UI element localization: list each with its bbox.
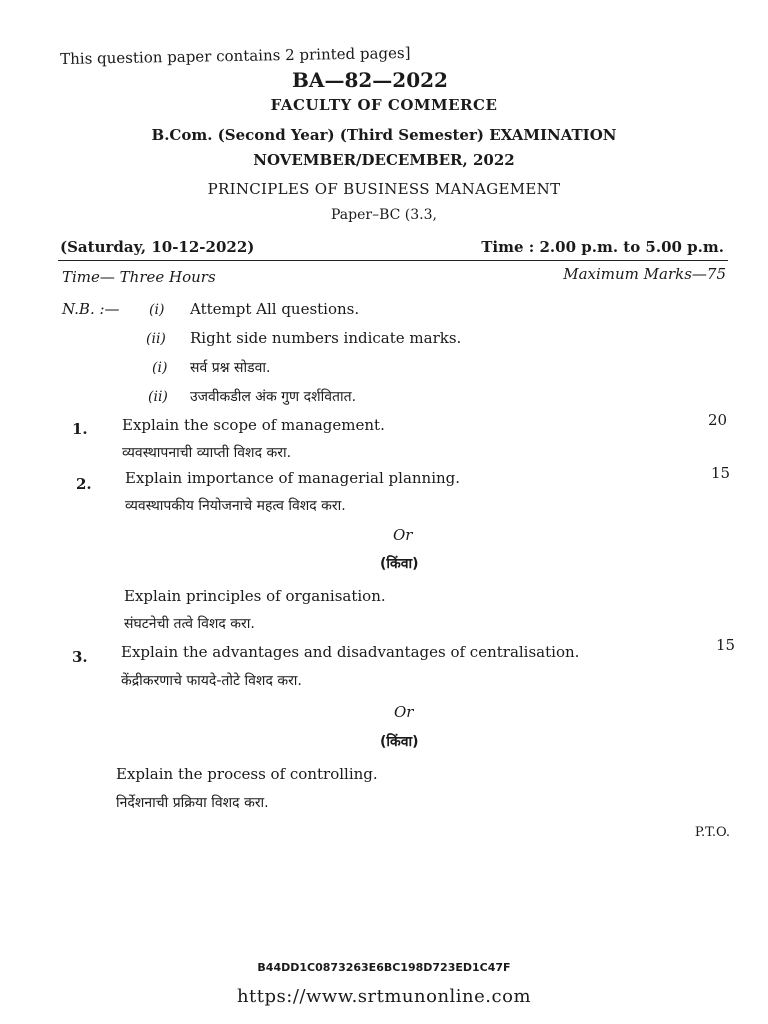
- instruction-text: Attempt All questions.: [190, 300, 360, 318]
- exam-title: B.Com. (Second Year) (Third Semester) EXAMINATION: [151, 126, 617, 144]
- instruction-text-marathi: उजवीकडील अंक गुण दर्शवितात.: [190, 389, 357, 405]
- question-number: 2.: [76, 475, 92, 493]
- exam-date: (Saturday, 10-12-2022): [60, 238, 255, 256]
- paper-code: BA—82—2022: [292, 68, 448, 92]
- alternative-question-text-marathi: निर्देशनाची प्रक्रिया विशद करा.: [116, 795, 269, 811]
- paper-number: Paper–BC (3.3,: [331, 207, 437, 223]
- question-text-marathi: व्यवस्थापकीय नियोजनाचे महत्व विशद करा.: [125, 498, 346, 514]
- header-divider: [58, 260, 728, 261]
- source-url: https://www.srtmunonline.com: [236, 986, 532, 1007]
- exam-time: Time : 2.00 p.m. to 5.00 p.m.: [481, 238, 724, 256]
- question-text: Explain the advantages and disadvantages of centralisation.: [121, 643, 580, 661]
- subject-title: PRINCIPLES OF BUSINESS MANAGEMENT: [207, 180, 561, 198]
- question-text-marathi: केंद्रीकरणाचे फायदे-तोटे विशद करा.: [121, 673, 302, 689]
- exam-session: NOVEMBER/DECEMBER, 2022: [253, 151, 515, 169]
- instruction-text-marathi: सर्व प्रश्न सोडवा.: [190, 360, 271, 376]
- alternative-question-text-marathi: संघटनेची तत्वे विशद करा.: [124, 616, 255, 632]
- or-separator: Or: [393, 526, 413, 544]
- question-number: 1.: [72, 420, 88, 438]
- or-separator-marathi: (किंवा): [380, 734, 419, 750]
- paper-hash: B44DD1C0873263E6BC198D723ED1C47F: [257, 961, 511, 974]
- instruction-num: (i): [152, 360, 168, 376]
- question-marks: 15: [716, 636, 736, 654]
- nb-label: N.B. :—: [62, 300, 120, 318]
- faculty-title: FACULTY OF COMMERCE: [270, 96, 498, 114]
- instruction-num: (ii): [148, 389, 168, 405]
- question-marks: 20: [708, 411, 728, 429]
- question-text-marathi: व्यवस्थापनाची व्याप्ती विशद करा.: [122, 445, 292, 461]
- instruction-text: Right side numbers indicate marks.: [190, 329, 462, 347]
- question-text: Explain importance of managerial planning.: [125, 469, 461, 487]
- or-separator: Or: [394, 703, 414, 721]
- duration: Time— Three Hours: [62, 268, 216, 286]
- question-number: 3.: [72, 648, 88, 666]
- alternative-question-text: Explain the process of controlling.: [116, 765, 378, 783]
- question-text: Explain the scope of management.: [122, 416, 385, 434]
- please-turn-over: P.T.O.: [694, 825, 730, 840]
- question-marks: 15: [711, 464, 731, 482]
- maximum-marks: Maximum Marks—75: [563, 265, 726, 283]
- or-separator-marathi: (किंवा): [380, 556, 419, 572]
- instruction-num: (ii): [146, 331, 166, 347]
- instruction-num: (i): [149, 302, 165, 318]
- pages-note: This question paper contains 2 printed pages]: [60, 43, 411, 68]
- alternative-question-text: Explain principles of organisation.: [124, 587, 386, 605]
